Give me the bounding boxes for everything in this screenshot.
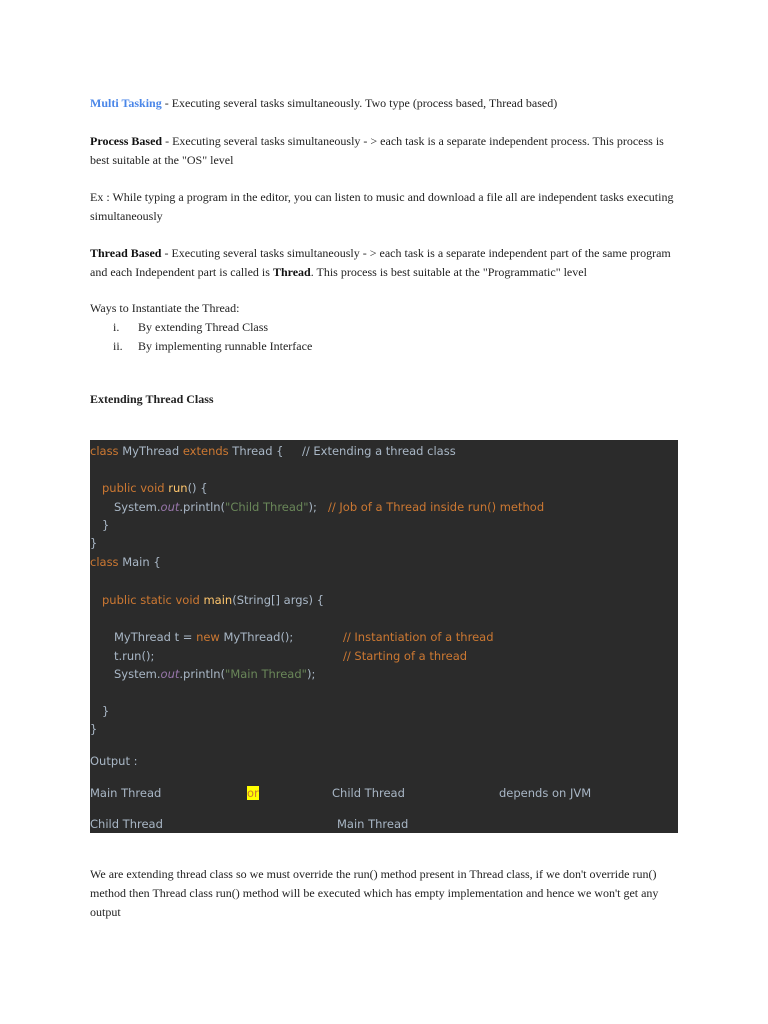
thread-based-text-1: - Executing several tasks simultaneously - > each task is a separate independent part of the same program and each Independent part is called is <box>90 246 671 279</box>
list-item <box>113 337 312 356</box>
output-depends: depends on JVM <box>499 786 592 800</box>
example-paragraph: Ex : While typing a program in the editor, you can listen to music and download a file all are independent tasks executing simultaneously <box>90 190 674 223</box>
list-item <box>113 318 268 337</box>
code-line: MyThread t = new MyThread(); <box>114 630 294 644</box>
code-line: public void run() { <box>102 481 208 495</box>
list-number: i. <box>113 320 120 334</box>
code-line: t.run(); <box>114 649 155 663</box>
output-label: Output : <box>90 754 138 768</box>
conclusion-paragraph: We are extending thread class so we must override the run() method present in Thread class, if we don't override run() method then Thread class run() method will be executed which has empty implementation and hence we won't get any output <box>90 867 659 919</box>
output-main-thread: Main Thread <box>90 786 162 800</box>
code-block <box>90 440 678 833</box>
multitasking-text: - Executing several tasks simultaneously. Two type (process based, Thread based) <box>161 96 558 110</box>
code-line: public static void main(String[] args) { <box>102 593 324 607</box>
code-line: class Main { <box>90 555 161 569</box>
process-based-text: - Executing several tasks simultaneously - > each task is a separate independent process. This process is best suitable at the "OS" level <box>90 134 664 167</box>
list-text: By implementing runnable Interface <box>138 339 313 353</box>
code-line: } <box>90 536 98 550</box>
code-line: } <box>102 518 110 532</box>
code-comment: // Starting of a thread <box>343 649 468 663</box>
code-line: System.out.println("Main Thread"); <box>114 667 316 681</box>
code-line: } <box>90 722 98 736</box>
output-or: or <box>247 786 259 800</box>
thread-based-text-2: . This process is best suitable at the "Programmatic" level <box>310 265 587 279</box>
code-line: } <box>102 704 110 718</box>
multitasking-paragraph <box>90 94 680 113</box>
process-based-paragraph <box>90 132 680 170</box>
code-comment: // Job of a Thread inside run() method <box>328 500 545 514</box>
output-main-thread-2: Main Thread <box>337 817 409 831</box>
code-comment: // Instantiation of a thread <box>343 630 494 644</box>
ways-title: Ways to Instantiate the Thread: <box>90 301 240 315</box>
thread-based-label: Thread Based <box>90 246 162 260</box>
code-line: System.out.println("Child Thread"); <box>114 500 317 514</box>
list-number: ii. <box>113 339 123 353</box>
output-child-thread: Child Thread <box>332 786 405 800</box>
code-line: class MyThread extends Thread { <box>90 444 284 458</box>
section-heading: Extending Thread Class <box>90 392 214 406</box>
process-based-label: Process Based <box>90 134 163 148</box>
list-text: By extending Thread Class <box>138 320 269 334</box>
code-comment: // Extending a thread class <box>302 444 456 458</box>
thread-based-paragraph <box>90 244 680 282</box>
output-child-thread-2: Child Thread <box>90 817 163 831</box>
thread-bold: Thread <box>272 265 311 279</box>
multitasking-link[interactable]: Multi Tasking <box>90 96 162 110</box>
